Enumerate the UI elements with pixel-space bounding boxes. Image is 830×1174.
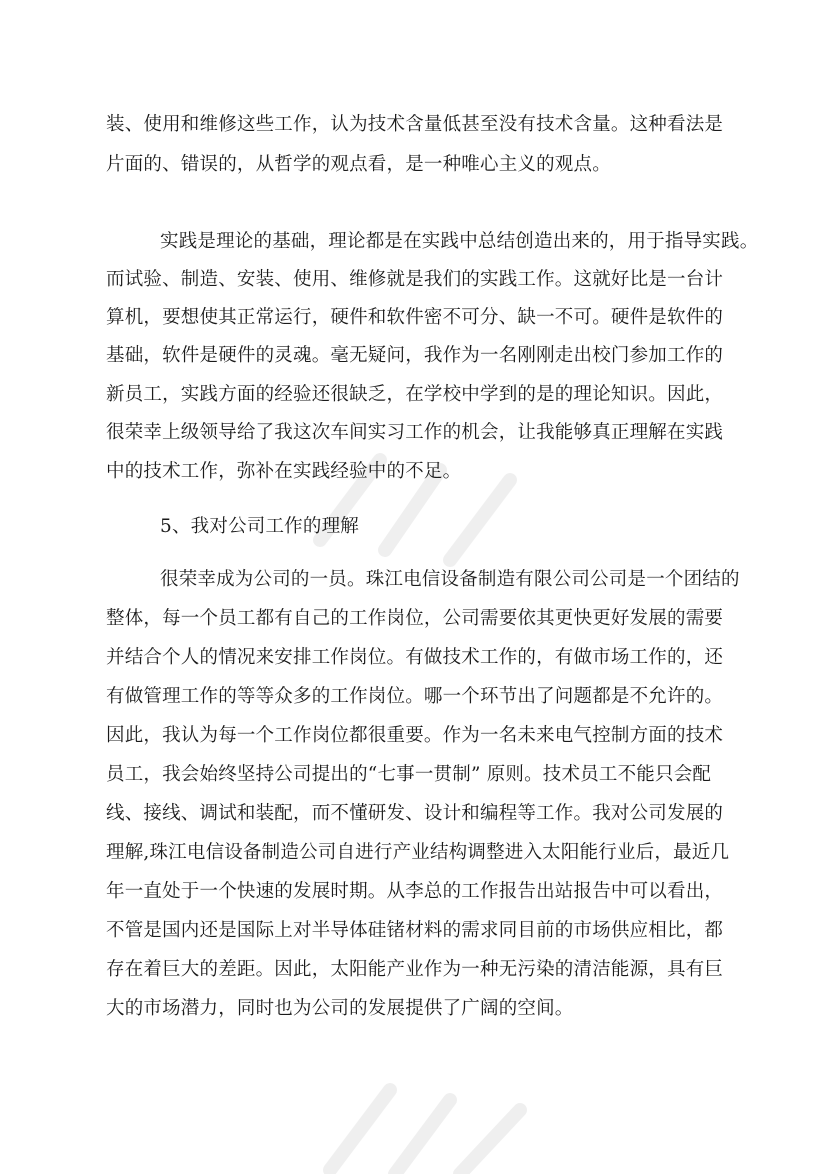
paragraph-line: 基础，软件是硬件的灵魂。毫无疑问，我作为一名刚刚走出校门参加工作的 <box>106 345 724 366</box>
paragraph-line: 实践是理论的基础，理论都是在实践中总结创造出来的，用于指导实践。 <box>160 231 759 252</box>
paragraph-line: 片面的、错误的，从哲学的观点看，是一种唯心主义的观点。 <box>106 154 611 175</box>
paragraph-line: 新员工，实践方面的经验还很缺乏，在学校中学到的是的理论知识。因此， <box>106 384 724 405</box>
section-heading: 5、我对公司工作的理解 <box>160 516 359 537</box>
paragraph-line: 存在着巨大的差距。因此，太阳能产业作为一种无污染的清洁能源，具有巨 <box>106 959 724 980</box>
paragraph-line: 线、接线、调试和装配，而不懂研发、设计和编程等工作。我对公司发展的 <box>106 803 724 824</box>
paragraph-line: 因此，我认为每一个工作岗位都很重要。作为一名未来电气控制方面的技术 <box>106 725 724 746</box>
paragraph-line: 装、使用和维修这些工作，认为技术含量低甚至没有技术含量。这种看法是 <box>106 114 724 135</box>
paragraph-line: 理解,珠江电信设备制造公司自进行产业结构调整进入太阳能行业后，最近几 <box>106 842 730 863</box>
watermark-logo <box>290 420 550 590</box>
paragraph-line: 并结合个人的情况来安排工作岗位。有做技术工作的，有做市场工作的，还 <box>106 647 724 668</box>
paragraph-line: 整体，每一个员工都有自己的工作岗位，公司需要依其更快更好发展的需要 <box>106 608 724 629</box>
paragraph-line: 不管是国内还是国际上对半导体硅锗材料的需求同目前的市场供应相比，都 <box>106 920 724 941</box>
paragraph-line: 而试验、制造、安装、使用、维修就是我们的实践工作。这就好比是一台计 <box>106 269 724 290</box>
paragraph-line: 很荣幸成为公司的一员。珠江电信设备制造有限公司公司是一个团结的 <box>160 569 740 590</box>
paragraph-line: 大的市场潜力，同时也为公司的发展提供了广阔的空间。 <box>106 998 574 1019</box>
paragraph-line: 算机，要想使其正常运行，硬件和软件密不可分、缺一不可。硬件是软件的 <box>106 307 724 328</box>
paragraph-line: 很荣幸上级领导给了我这次车间实习工作的机会，让我能够真正理解在实践 <box>106 422 724 443</box>
paragraph-line: 有做管理工作的等等众多的工作岗位。哪一个环节出了问题都是不允许的。 <box>106 686 724 707</box>
paragraph-line: 中的技术工作，弥补在实践经验中的不足。 <box>106 461 462 482</box>
paragraph-line: 员工，我会始终坚持公司提出的“七事一贯制” 原则。技术员工不能只会配 <box>106 764 712 785</box>
paragraph-line: 年一直处于一个快速的发展时期。从李总的工作报告出站报告中可以看出， <box>106 881 724 902</box>
watermark-logo <box>300 1060 560 1174</box>
